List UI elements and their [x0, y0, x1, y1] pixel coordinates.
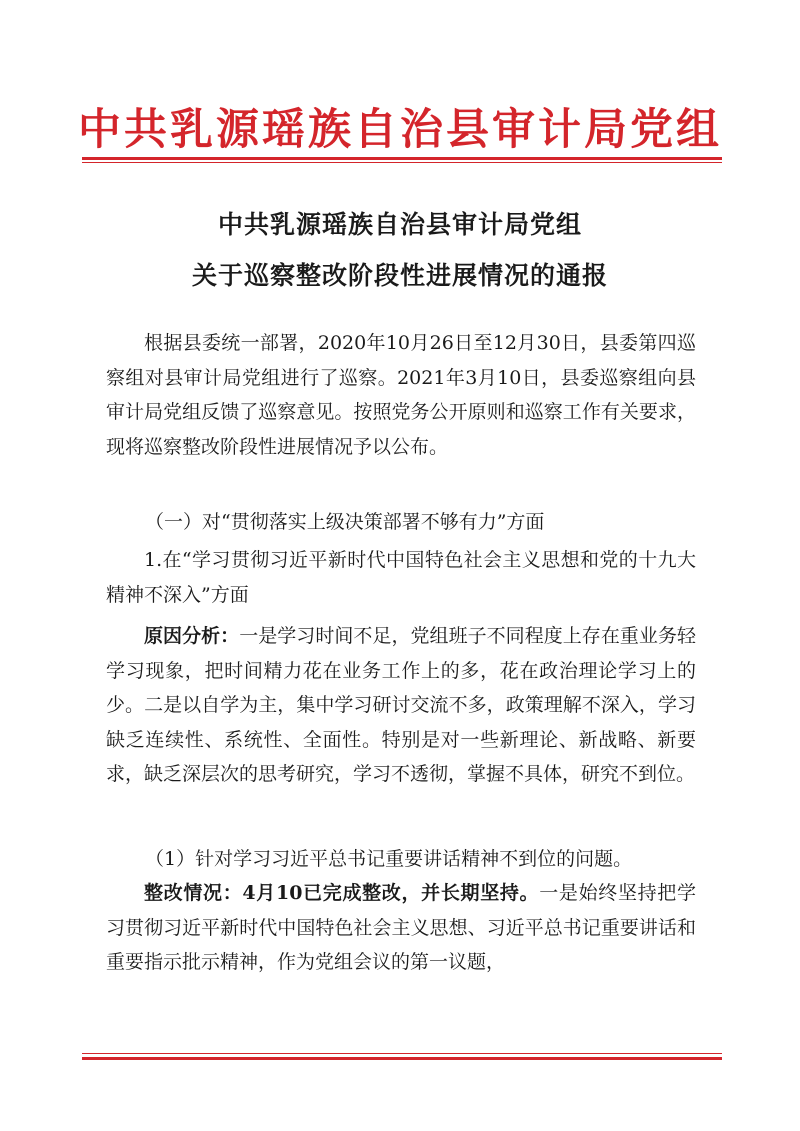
footer-divider-thin	[82, 1053, 722, 1054]
rectification-label: 整改情况：4月10已完成整改，并长期坚持。	[144, 882, 540, 904]
cause-label: 原因分析：	[144, 625, 240, 647]
intro-paragraph: 根据县委统一部署，2020年10月26日至12月30日，县委第四巡察组对县审计局党组进行了巡察。2021年3月10日，县委巡察组向县审计局党组反馈了巡察意见。按照党务公开原则和巡察工作有关要求，现将巡察整改阶段性进展情况予以公布。	[106, 332, 696, 458]
header-divider-thin	[82, 162, 722, 163]
cause-text: 一是学习时间不足，党组班子不同程度上存在重业务轻学习现象，把时间精力花在业务工作上的多，花在政治理论学习上的少。二是以自学为主，集中学习研讨交流不多，政策理解不深入，学习缺乏连续性、系统性、全面性。特别是对一些新理论、新战略、新要求，缺乏深层次的思考研究，学习不透彻，掌握不具体，研究不到位。	[106, 625, 696, 785]
section-heading: （一）对“贯彻落实上级决策部署不够有力”方面	[145, 511, 545, 533]
item-heading: 1.在“学习贯彻习近平新时代中国特色社会主义思想和党的十九大精神不深入”方面	[106, 549, 696, 606]
header-divider-thick	[82, 157, 722, 160]
sub-item-heading: （1）针对学习习近平总书记重要讲话精神不到位的问题。	[145, 848, 633, 870]
rectification-paragraph	[106, 876, 696, 980]
document-title-line2: 关于巡察整改阶段性进展情况的通报	[191, 261, 608, 290]
rectification-text: 一是始终坚持把学习贯彻习近平新时代中国特色社会主义思想、习近平总书记重要讲话和重要指示批示精神，作为党组会议的第一议题，	[106, 882, 696, 973]
document-title-line1: 中共乳源瑶族自治县审计局党组	[217, 210, 582, 239]
cause-analysis-paragraph	[106, 619, 696, 792]
footer-divider-thick	[82, 1057, 722, 1060]
masthead-org-name: 中共乳源瑶族自治县审计局党组	[78, 105, 722, 155]
